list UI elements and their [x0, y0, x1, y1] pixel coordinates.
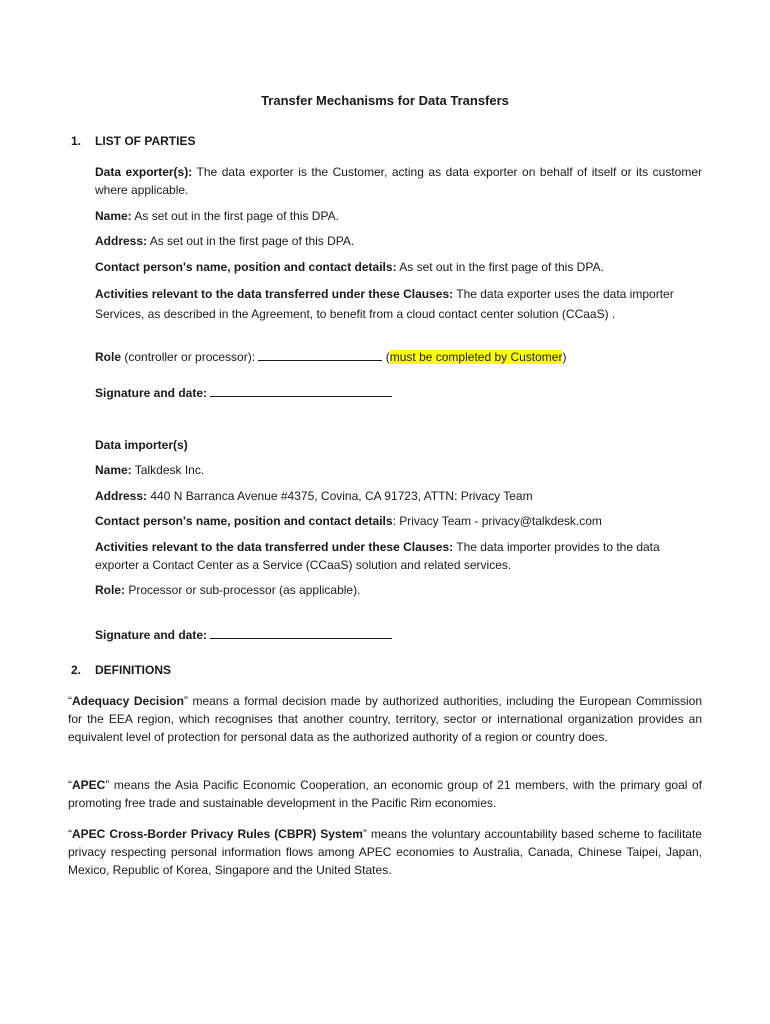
definition-open-quote: “ [68, 778, 72, 792]
exporter-address-value: As set out in the first page of this DPA. [147, 234, 355, 248]
document-title: Transfer Mechanisms for Data Transfers [261, 93, 509, 108]
section-2-title: DEFINITIONS [95, 663, 172, 677]
exporter-name-line [95, 207, 702, 225]
exporter-name-label: Name: [95, 209, 132, 223]
exporter-address-label: Address: [95, 234, 148, 248]
importer-name-value: Talkdesk Inc. [131, 463, 205, 477]
importer-name-line [95, 461, 702, 479]
exporter-signature-label: Signature and date: [95, 386, 208, 400]
role-note-close: ) [562, 350, 567, 364]
exporter-activities-label: Activities relevant to the data transferred under these Clauses: [95, 287, 454, 301]
definition-text: ” means the Asia Pacific Economic Cooperation, an economic group of 21 members, with the primary goal of promoting free trade and sustainable development in the Pacific Rim economies. [68, 778, 702, 810]
exporter-text: The data exporter is the Customer, acting as data exporter on behalf of itself or its customer where applicable. [95, 165, 702, 197]
importer-signature-field[interactable] [210, 627, 392, 639]
section-1-title: LIST OF PARTIES [95, 134, 196, 148]
exporter-label: Data exporter(s): [95, 165, 193, 179]
exporter-signature-field[interactable] [210, 385, 392, 397]
importer-role-line [95, 581, 702, 599]
role-blank-field[interactable] [258, 349, 382, 361]
definition-apec-cbpr [68, 825, 702, 879]
definition-open-quote: “ [68, 827, 72, 841]
exporter-contact-label: Contact person's name, position and contact details: [95, 260, 397, 274]
importer-contact-value: : Privacy Team - privacy@talkdesk.com [392, 514, 602, 528]
exporter-contact-line [95, 258, 702, 276]
role-note-highlight: must be completed by Customer [389, 350, 563, 364]
importer-activities-value: The data importer provides to the data exporter a Contact Center as a Service (CCaaS) solution and related services. [95, 540, 660, 572]
definition-adequacy-decision [68, 692, 702, 746]
role-note-open: ( [382, 350, 390, 364]
importer-address-value: 440 N Barranca Avenue #4375, Covina, CA 91723, ATTN: Privacy Team [147, 489, 533, 503]
exporter-activities-value: The data exporter uses the data importer Services, as described in the Agreement, to benefit from a cloud contact center solution (CCaaS) . [95, 287, 674, 321]
importer-signature-label: Signature and date: [95, 628, 208, 642]
section-2-number: 2. [71, 663, 82, 677]
importer-contact-line [95, 512, 702, 530]
importer-address-label: Address: [95, 489, 148, 503]
importer-name-label: Name: [95, 463, 132, 477]
definition-text: ” means the voluntary accountability based scheme to facilitate privacy respecting personal information flows among APEC economies to Australia, Canada, Chinese Taipei, Japan, Mexico, Republic of Korea, Singapore and the United States. [68, 827, 702, 877]
importer-heading: Data importer(s) [95, 438, 188, 452]
definition-term: APEC Cross-Border Privacy Rules (CBPR) System [72, 827, 363, 841]
importer-activities-label: Activities relevant to the data transferred under these Clauses: [95, 540, 454, 554]
definition-text: ” means a formal decision made by authorized authorities, including the European Commission for the EEA region, which recognises that another country, territory, sector or international organization provides an equivalent level of protection for personal data as the authorized authority of a region or country does. [68, 694, 702, 744]
definition-apec [68, 776, 702, 812]
exporter-address-line [95, 232, 702, 250]
exporter-name-value: As set out in the first page of this DPA. [131, 209, 339, 223]
exporter-role-line [95, 348, 702, 366]
definition-term: Adequacy Decision [72, 694, 184, 708]
definition-open-quote: “ [68, 694, 72, 708]
importer-role-value: Processor or sub-processor (as applicable). [125, 583, 361, 597]
exporter-activities [95, 284, 702, 324]
importer-contact-label: Contact person's name, position and contact details [95, 514, 393, 528]
exporter-signature-line [95, 384, 702, 402]
exporter-role-text: (controller or processor): [121, 350, 259, 364]
exporter-intro [95, 163, 702, 199]
definition-term: APEC [72, 778, 106, 792]
exporter-role-label: Role [95, 350, 122, 364]
importer-activities [95, 538, 702, 574]
section-1-number: 1. [71, 134, 82, 148]
importer-address-line [95, 487, 702, 505]
exporter-contact-value: As set out in the first page of this DPA. [396, 260, 604, 274]
section-2-heading [71, 663, 171, 677]
importer-role-label: Role: [95, 583, 125, 597]
section-1-heading [71, 134, 195, 148]
importer-signature-line [95, 626, 702, 644]
